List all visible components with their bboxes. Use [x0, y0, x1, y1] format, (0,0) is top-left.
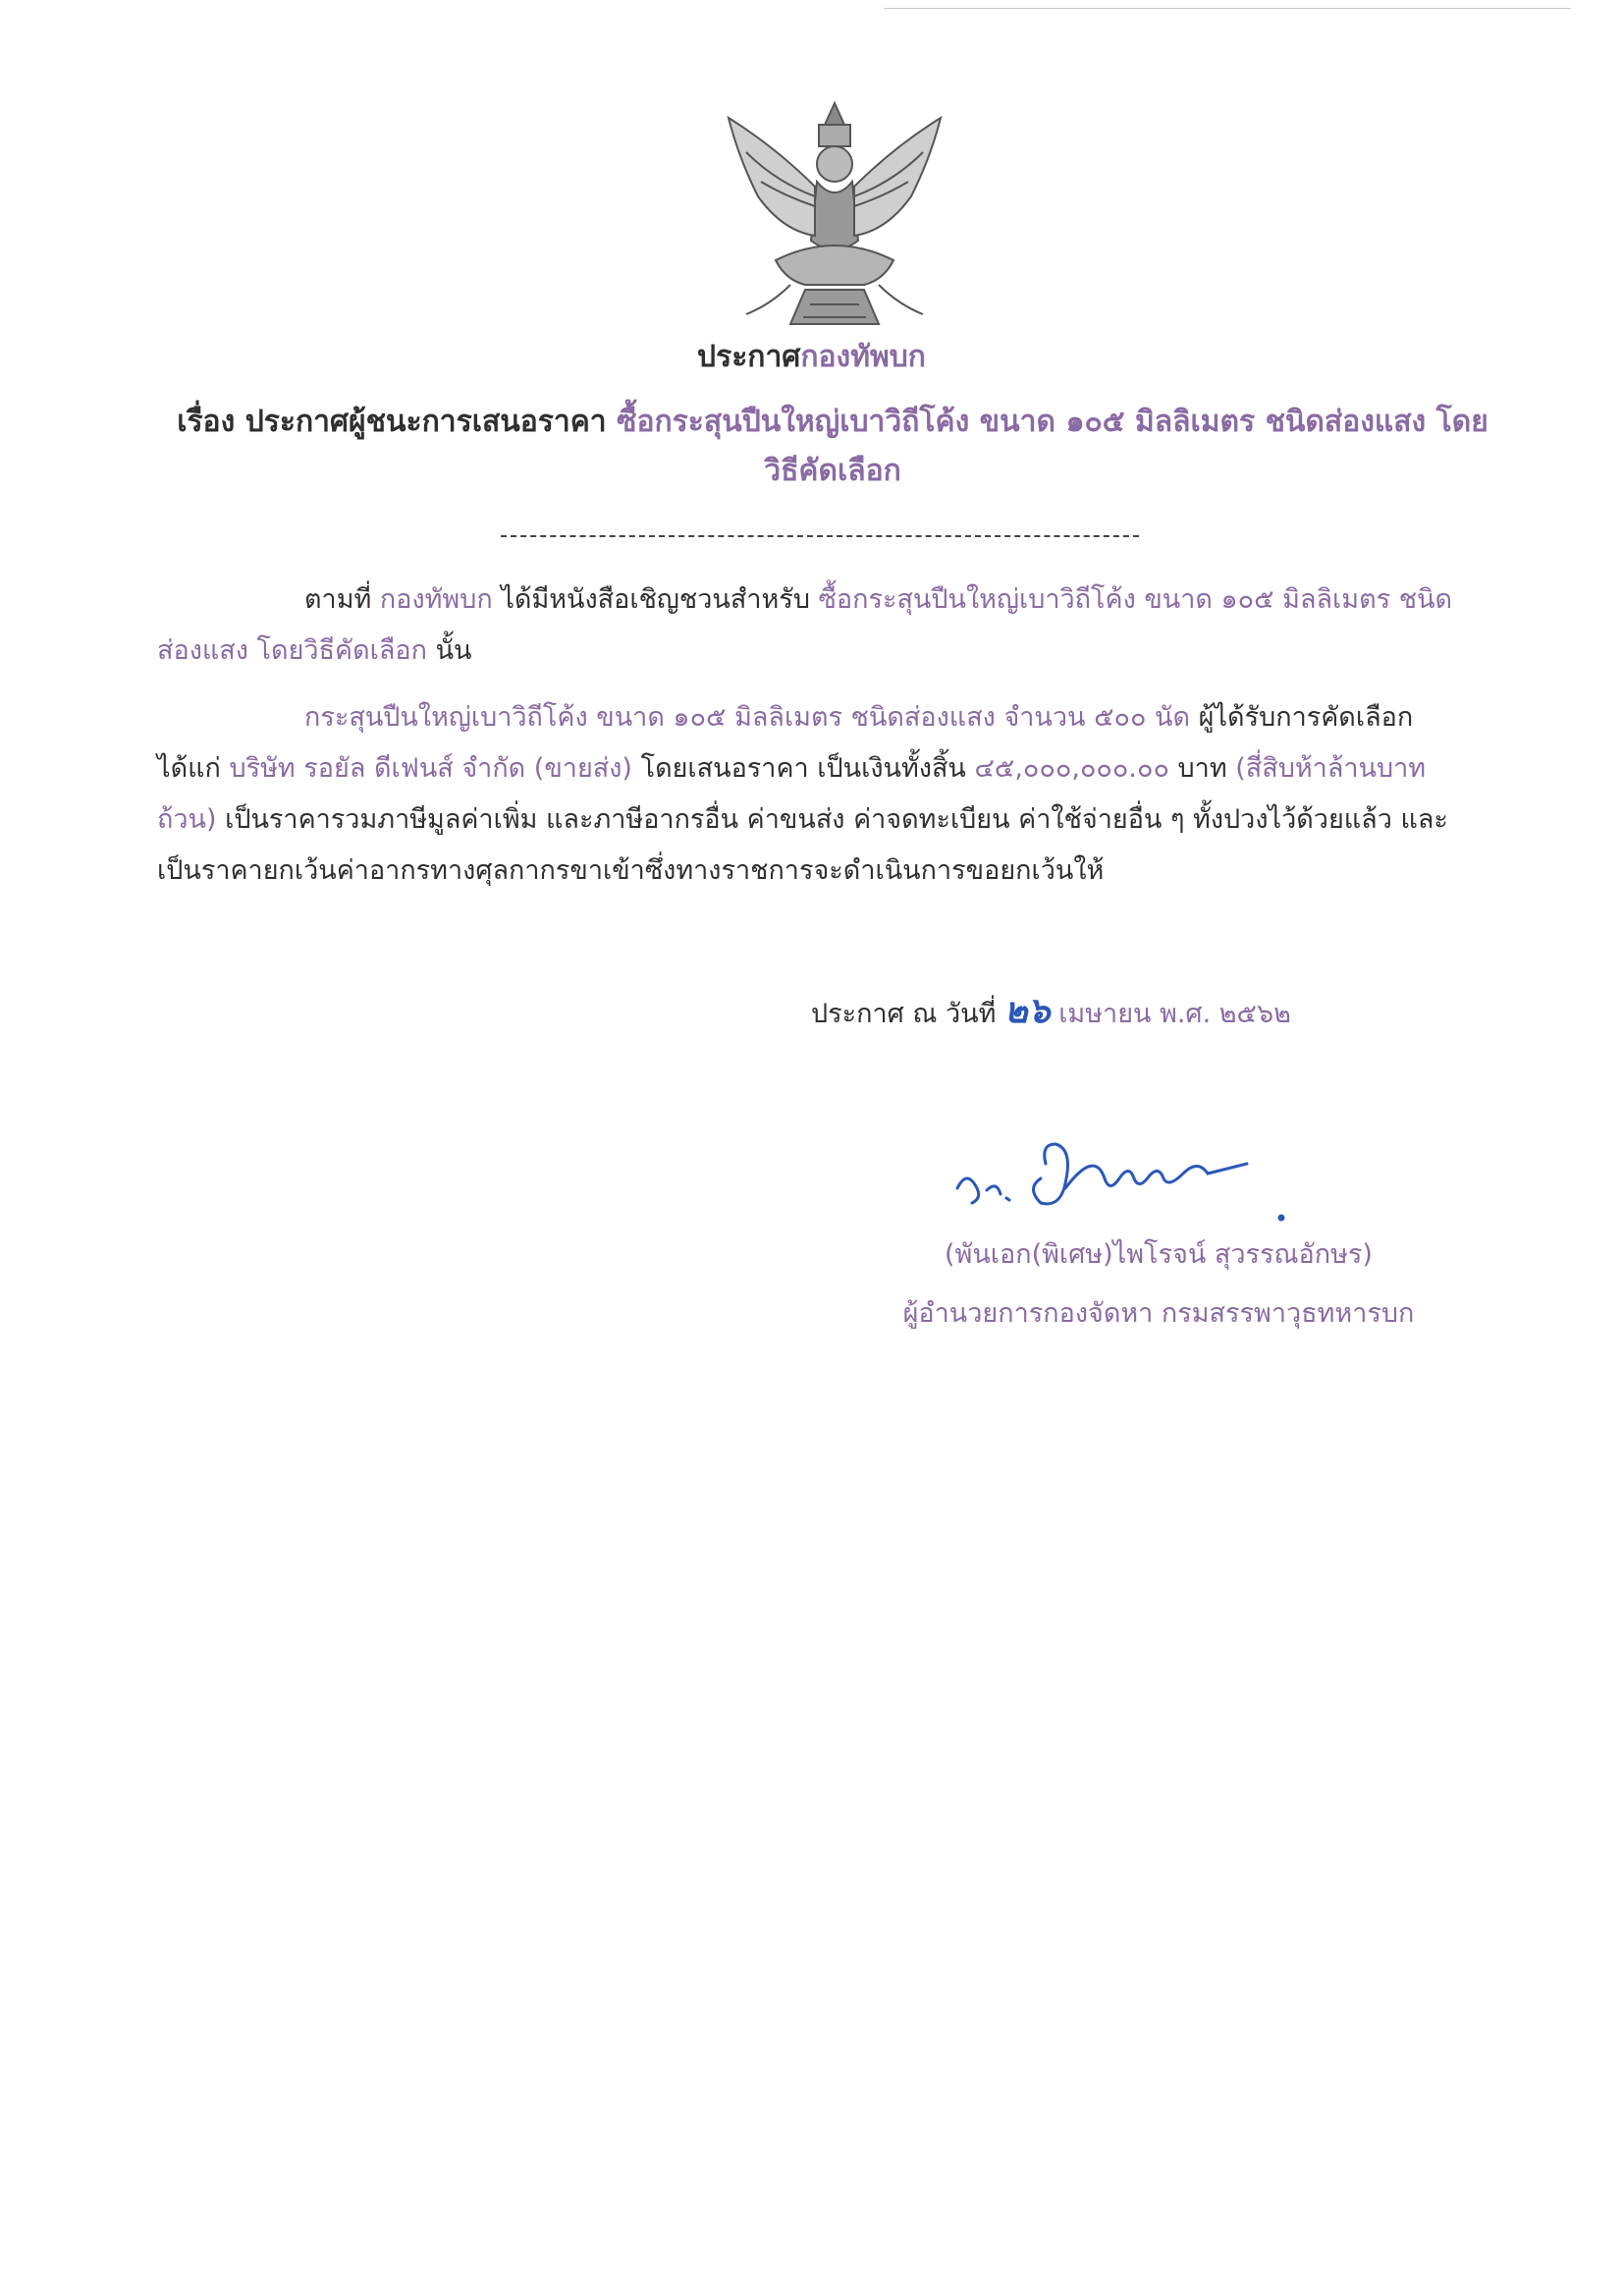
- date-month-year: เมษายน พ.ศ. ๒๕๖๒: [1058, 999, 1291, 1029]
- p2-text-3: บาท: [1177, 753, 1227, 784]
- title-org: กองทัพบก: [800, 340, 926, 374]
- garuda-emblem-icon: [717, 93, 952, 334]
- date-prefix: ประกาศ ณ วันที่: [811, 999, 997, 1029]
- p2-company: บริษัท รอยัล ดีเฟนส์ จำกัด (ขายส่ง): [229, 753, 632, 784]
- paragraph-2: [157, 692, 1473, 897]
- p2-text-2: โดยเสนอราคา เป็นเงินทั้งสิ้น: [640, 753, 966, 784]
- signatory-name: (พันเอก(พิเศษ)ไพโรจน์ สุวรรณอักษร): [945, 1239, 1373, 1270]
- date-day: ๒๖: [1004, 990, 1051, 1031]
- signatory-position: ผู้อำนวยการกองจัดหา กรมสรรพาวุธทหารบก: [902, 1298, 1415, 1329]
- subject-label: เรื่อง: [177, 405, 236, 439]
- announcement-date: [811, 982, 1291, 1038]
- p2-text-4: เป็นราคารวมภาษีมูลค่าเพิ่ม และภาษีอากรอื่น ค่าขนส่ง ค่าจดทะเบียน ค่าใช้จ่ายอื่น ๆ ทั้งปวงไว้ด้วยแล้ว และเป็นราคายกเว้นค่าอากรทางศุลกากรขาเข้าซึ่งทางราชการจะดำเนินการขอยกเว้นให้: [157, 804, 1448, 886]
- p2-amount-words: (สี่สิบห้าล้านบาทถ้วน): [157, 753, 1427, 835]
- subject-prefix: ประกาศผู้ชนะการเสนอราคา: [244, 405, 607, 439]
- p1-end: นั้น: [435, 635, 472, 666]
- scan-edge-line: [884, 8, 1571, 9]
- p2-text-1: ผู้ได้รับการคัดเลือก ได้แก่: [157, 702, 1414, 784]
- title-prefix: ประกาศ: [697, 340, 801, 374]
- p2-item: กระสุนปืนใหญ่เบาวิถีโค้ง ขนาด ๑๐๕ มิลลิเมตร ชนิดส่องแสง จำนวน ๕๐๐ นัด: [304, 702, 1191, 733]
- p2-amount: ๔๕,๐๐๐,๐๐๐.๐๐: [974, 753, 1169, 784]
- announcement-title: [0, 334, 1623, 380]
- subject-item: ซื้อกระสุนปืนใหญ่เบาวิถีโค้ง ขนาด ๑๐๕ มิลลิเมตร ชนิดส่องแสง โดยวิธีคัดเลือก: [617, 405, 1488, 488]
- paragraph-1: [157, 574, 1473, 677]
- dashed-divider: [501, 535, 1139, 537]
- p1-org: กองทัพบก: [379, 584, 493, 615]
- subject-line: [175, 398, 1490, 496]
- handwritten-signature: [947, 1120, 1301, 1228]
- p1-item: ซื้อกระสุนปืนใหญ่เบาวิถีโค้ง ขนาด ๑๐๕ มิลลิเมตร ชนิดส่องแสง โดยวิธีคัดเลือก: [157, 584, 1453, 666]
- p1-mid: ได้มีหนังสือเชิญชวนสำหรับ: [501, 584, 810, 615]
- p1-lead: ตามที่: [304, 584, 372, 615]
